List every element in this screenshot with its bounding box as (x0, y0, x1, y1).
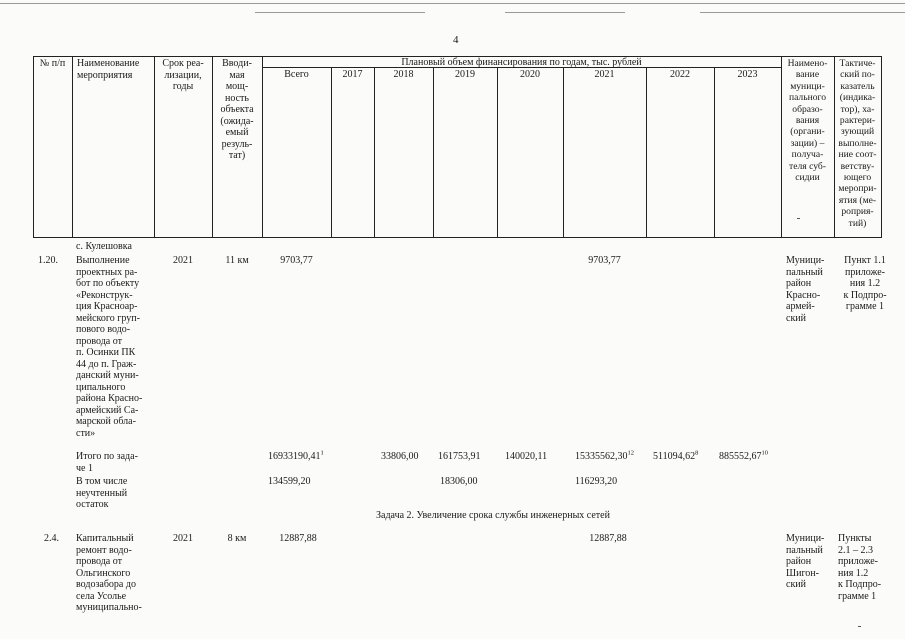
header-term: Срок реа- лизации, годы (162, 58, 204, 92)
scan-edge-line (0, 3, 905, 4)
total-label: Итого по зада- че 1 (76, 451, 138, 474)
row-total: 12887,88 (279, 533, 317, 544)
total-2023-value: 885552,67 (719, 451, 762, 462)
total-2021 (575, 451, 634, 463)
scan-mark (858, 626, 861, 627)
header-capacity: Вводи- мая мощ- ность объекта (ожида- емый резуль- тат) (220, 58, 254, 161)
row-term: 2021 (173, 255, 193, 266)
row-municipality: Муници- пальный район Красно- армей- ский (786, 255, 825, 324)
footnote-ref: 10 (761, 449, 768, 457)
header-total: Всего (284, 69, 309, 80)
row-municipality: Муници- пальный район Шигон- ский (786, 533, 825, 590)
scan-edge-line (255, 12, 425, 13)
footnote-ref: 8 (695, 449, 699, 457)
header-2018: 2018 (393, 69, 414, 80)
footnote-ref: 1 (320, 449, 324, 457)
row-name: Капитальный ремонт водо- провода от Ольгинского водозабора до села Усолье муниципально- (76, 533, 142, 613)
unaccounted-2019: 18306,00 (440, 476, 478, 487)
unaccounted-2021: 116293,20 (575, 476, 618, 487)
carryover-name: с. Кулешовка (76, 241, 132, 252)
header-2022: 2022 (670, 69, 690, 80)
scan-mark (797, 218, 800, 219)
header-2020: 2020 (520, 69, 540, 80)
header-2023: 2023 (737, 69, 758, 80)
total-sum-value: 16933190,41 (268, 451, 321, 462)
unaccounted-total: 134599,20 (268, 476, 311, 487)
total-sum (268, 451, 324, 463)
scan-edge-line (505, 12, 625, 13)
total-2019: 161753,91 (438, 451, 481, 462)
scan-edge-line (700, 12, 905, 13)
task-2-title: Задача 2. Увеличение срока службы инженерных сетей (376, 510, 610, 521)
page-number: 4 (453, 34, 459, 46)
row-capacity: 11 км (225, 255, 249, 266)
unaccounted-label: В том числе неучтенный остаток (76, 476, 128, 510)
row-term: 2021 (173, 533, 193, 544)
header-indicator: Тактиче- ский по- казатель (индика- тор), ха- рактери- зующий выполне- ние соот- ветству- ющего меропри- ятия (ме- роприя- тий) (838, 58, 877, 229)
header-2017: 2017 (342, 69, 363, 80)
header-2019: 2019 (455, 69, 475, 80)
total-2022-value: 511094,62 (653, 451, 696, 462)
header-2021: 2021 (594, 69, 615, 80)
row-total: 9703,77 (280, 255, 313, 266)
total-2021-value: 15335562,30 (575, 451, 628, 462)
row-indicator: Пункт 1.1 приложе- ния 1.2 к Подпро- грамме 1 (843, 255, 887, 312)
total-2018: 33806,00 (381, 451, 419, 462)
total-2022 (653, 451, 698, 463)
row-2021: 12887,88 (589, 533, 627, 544)
row-indicator: Пункты 2.1 – 2.3 приложе- ния 1.2 к Подпро- грамме 1 (838, 533, 882, 602)
header-municipality: Наимено- вание муници- пального образо- вания (органи- зации) – получа- теля суб- сидии (787, 58, 828, 184)
row-num: 2.4. (44, 533, 59, 544)
total-2020: 140020,11 (505, 451, 548, 462)
footnote-ref: 12 (627, 449, 634, 457)
total-2023 (719, 451, 768, 463)
header-name: Наименование мероприятия (77, 58, 140, 81)
row-2021: 9703,77 (588, 255, 621, 266)
row-name: Выполнение проектных ра- бот по объекту «Реконструк- ция Красноар- мейского груп- пового водо- провода от п. Осинки ПК 44 до п. Граж- данский муни- ципального района Красно- армейский Са- марской обла- сти» (76, 255, 143, 439)
header-num: № п/п (39, 58, 66, 69)
header-funding-group: Плановый объем финансирования по годам, тыс. рублей (401, 57, 642, 68)
row-num: 1.20. (38, 255, 58, 266)
row-capacity: 8 км (227, 533, 247, 544)
